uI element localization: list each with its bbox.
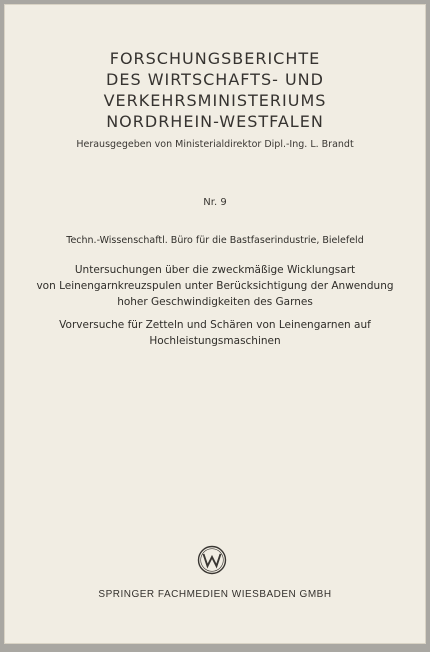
title-line-2: von Leinengarnkreuzspulen unter Berücksichtigung der Anwendung (36, 280, 394, 292)
subtitle-line-2: Hochleistungsmaschinen (149, 335, 281, 347)
issue-number: Nr. 9 (203, 197, 227, 208)
title-line-3: hoher Geschwindigkeiten des Garnes (117, 296, 313, 308)
series-title (4, 48, 426, 132)
title-line-1: Untersuchungen über die zweckmäßige Wicklungsart (74, 264, 356, 276)
publisher-name: SPRINGER FACHMEDIEN WIESBADEN GMBH (98, 589, 332, 600)
series-line-3: NORDRHEIN-WESTFALEN (106, 112, 324, 131)
subtitle-line-1: Vorversuche für Zetteln und Schären von Leinengarnen auf (59, 319, 371, 331)
institute-name: Techn.-Wissenschaftl. Büro für die Bastfaserindustrie, Bielefeld (66, 235, 364, 246)
book-cover (4, 4, 426, 644)
springer-w-logo-icon (197, 545, 227, 575)
series-line-2: DES WIRTSCHAFTS- UND VERKEHRSMINISTERIUMS (103, 70, 327, 110)
editor-line: Herausgegeben von Ministerialdirektor Dipl.-Ing. L. Brandt (76, 139, 354, 150)
subtitle (30, 317, 400, 349)
series-line-1: FORSCHUNGSBERICHTE (109, 49, 321, 68)
main-title (30, 262, 400, 310)
